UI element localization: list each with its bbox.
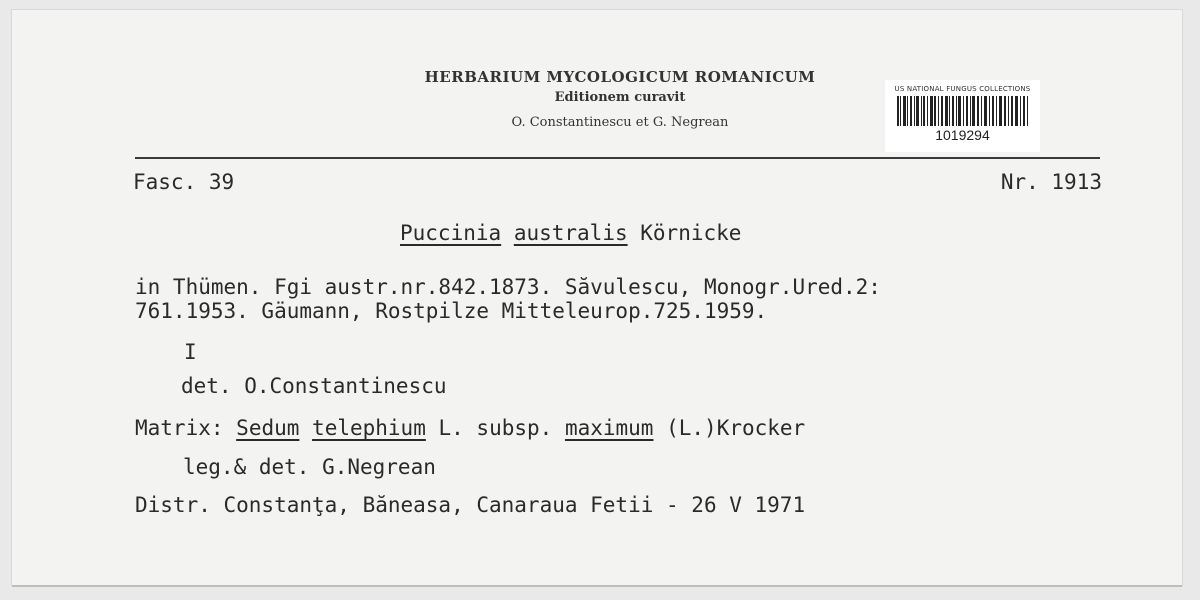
specimen-number: Nr. 1913 — [1000, 170, 1102, 194]
host-genus: Sedum — [236, 416, 300, 440]
fascicle-number: Fasc. 39 — [133, 170, 235, 194]
host-rank: L. subsp. — [438, 416, 553, 440]
spore-stage: I — [184, 340, 197, 364]
collector: leg.& det. G.Negrean — [183, 455, 436, 479]
barcode-number: 1019294 — [935, 127, 990, 143]
species-author: Körnicke — [640, 221, 742, 245]
label-edge — [12, 585, 1182, 587]
header-divider — [135, 157, 1100, 159]
herbarium-editors: O. Constantinescu et G. Negrean — [511, 115, 729, 130]
locality: Distr. Constanţa, Băneasa, Canaraua Fetii - 26 V 1971 — [135, 493, 806, 517]
host-species: telephium — [312, 416, 426, 440]
species-name — [400, 221, 741, 245]
host-subspecies: maximum — [564, 416, 654, 440]
literature-line-2: 761.1953. Gäumann, Rostpilze Mitteleurop.725.1959. — [135, 299, 768, 323]
barcode-collection: US NATIONAL FUNGUS COLLECTIONS — [894, 85, 1031, 93]
herbarium-subtitle: Editionem curavit — [554, 90, 686, 105]
barcode-sticker — [885, 80, 1040, 152]
barcode-icon — [895, 96, 1030, 126]
determiner: det. O.Constantinescu — [181, 374, 447, 398]
species-epithet: australis — [513, 221, 628, 245]
herbarium-title: HERBARIUM MYCOLOGICUM ROMANICUM — [424, 68, 816, 86]
species-genus: Puccinia — [400, 221, 502, 245]
host-matrix — [135, 416, 805, 440]
host-author: (L.)Krocker — [666, 416, 806, 440]
matrix-label: Matrix: — [135, 416, 224, 440]
label-header — [300, 68, 940, 130]
literature-line-1: in Thümen. Fgi austr.nr.842.1873. Săvulescu, Monogr.Ured.2: — [135, 275, 881, 299]
